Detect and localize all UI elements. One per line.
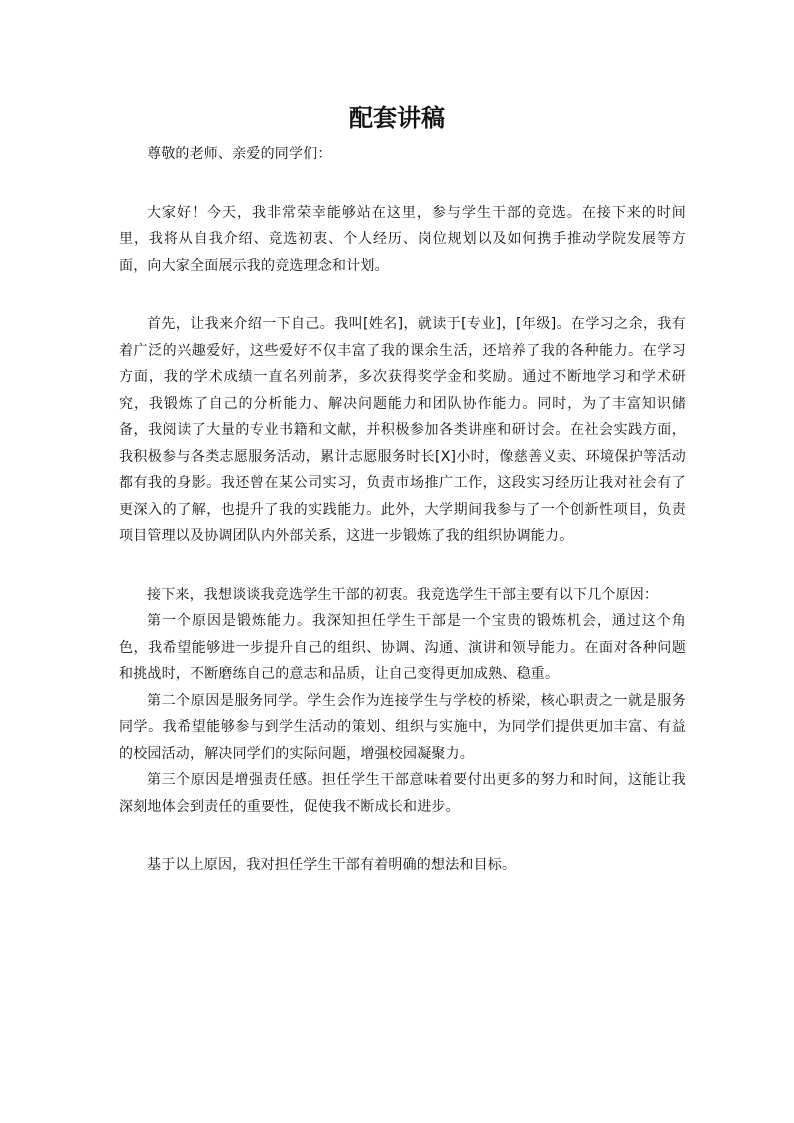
paragraph-gap <box>119 279 686 311</box>
salutation: 尊敬的老师、亲爱的同学们： <box>147 146 332 162</box>
conclusion-paragraph: 基于以上原因，我对担任学生干部有着明确的想法和目标。 <box>147 857 517 873</box>
reason-two-paragraph: 第二个原因是服务同学。学生会作为连接学生与学校的桥梁，核心职责之一就是服务同学。我希望能够参与到学生活动的策划、组织与实施中，为同学们提供更加丰富、有益的校园活动，解决同学们的实际问题，增强校园凝聚力。 <box>119 692 686 762</box>
opening-paragraph: 大家好！今天，我非常荣幸能够站在这里，参与学生干部的竞选。在接下来的时间里，我将从自我介绍、竞选初衷、个人经历、岗位规划以及如何携手推动学院发展等方面，向大家全面展示我的竞选理念和计划。 <box>119 204 686 274</box>
paragraph-gap <box>119 820 686 852</box>
self-introduction-paragraph: 首先，让我来介绍一下自己。我叫[姓名]，就读于[专业]，[年级]。在学习之余，我有着广泛的兴趣爱好，这些爱好不仅丰富了我的课余生活，还培养了我的各种能力。在学习方面，我的学术成绩一直名列前茅，多次获得奖学金和奖励。通过不断地学习和学术研究，我锻炼了自己的分析能力、解决问题能力和团队协作能力。同时，为了丰富知识储备，我阅读了大量的专业书籍和文献，并积极参加各类讲座和研讨会。在社会实践方面，我积极参与各类志愿服务活动，累计志愿服务时长[X]小时，像慈善义卖、环境保护等活动都有我的身影。我还曾在某公司实习，负责市场推广工作，这段实习经历让我对社会有了更深入的了解，也提升了我的实践能力。此外，大学期间我参与了一个创新性项目，负责项目管理以及协调团队内外部关系，这进一步锻炼了我的组织协调能力。 <box>119 316 686 544</box>
paragraph-gap <box>119 168 686 200</box>
reason-three-paragraph: 第三个原因是增强责任感。担任学生干部意味着要付出更多的努力和时间，这能让我深刻地体会到责任的重要性，促使我不断成长和进步。 <box>119 772 686 815</box>
paragraph-gap <box>119 550 686 582</box>
motives-intro-paragraph: 接下来，我想谈谈我竞选学生干部的初衷。我竞选学生干部主要有以下几个原因： <box>147 586 659 603</box>
document-body <box>119 141 686 879</box>
reason-one-paragraph: 第一个原因是锻炼能力。我深知担任学生干部是一个宝贵的锻炼机会，通过这个角色，我希望能够进一步提升自己的组织、协调、沟通、演讲和领导能力。在面对各种问题和挑战时，不断磨练自己的意志和品质，让自己变得更加成熟、稳重。 <box>119 613 686 682</box>
document-title: 配套讲稿 <box>349 103 445 132</box>
